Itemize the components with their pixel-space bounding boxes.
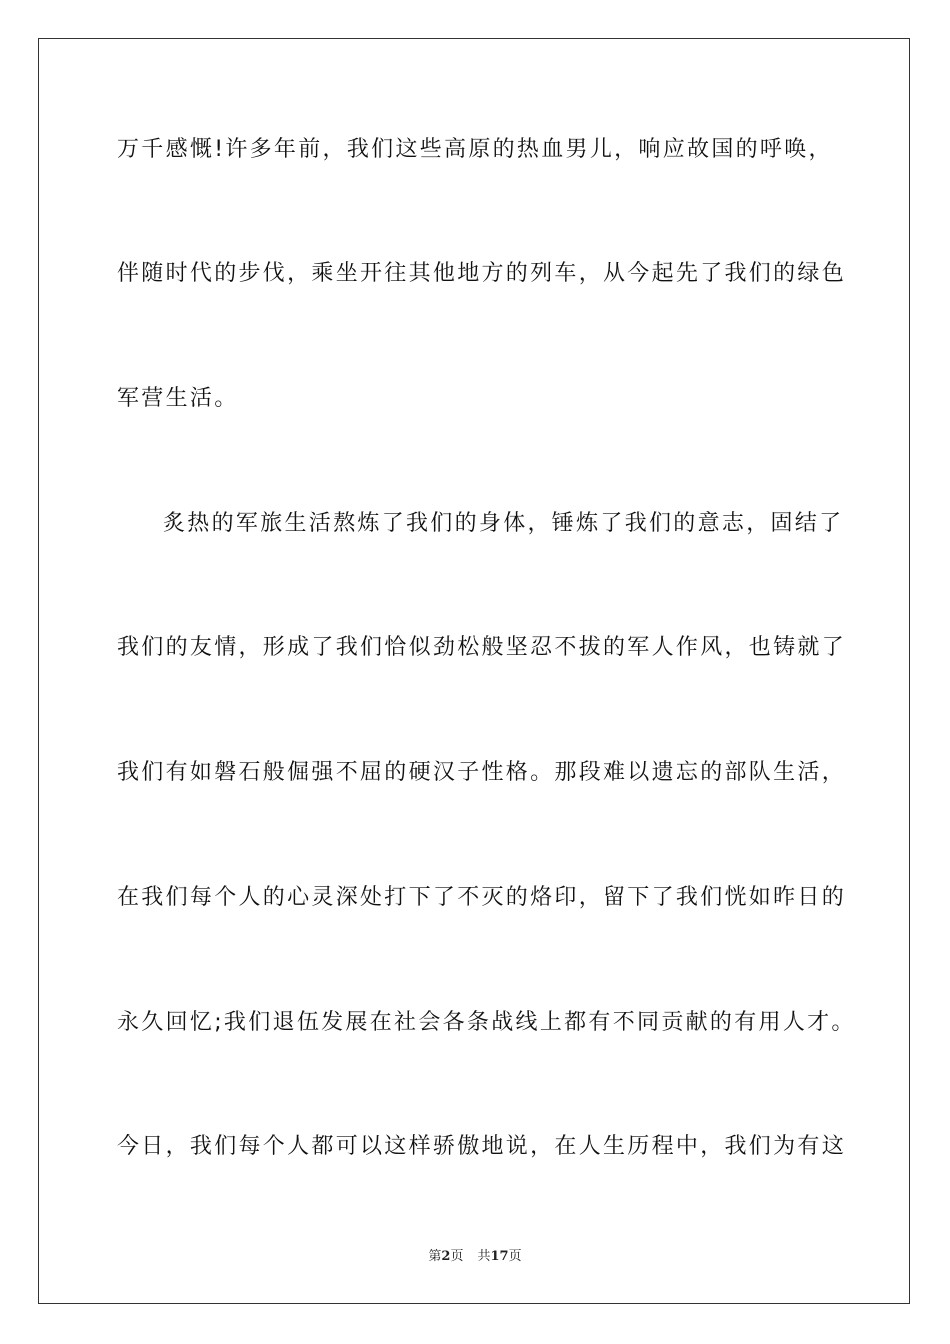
text-line-1: 万千感慨!许多年前，我们这些高原的热血男儿，响应故国的呼唤， (117, 137, 833, 162)
page-footer (0, 1248, 950, 1266)
footer-page-number: 2 (441, 1249, 451, 1264)
text-line-3: 军营生活。 (117, 386, 239, 411)
text-line-6: 我们有如磐石般倔强不屈的硬汉子性格。那段难以遗忘的部队生活， (117, 760, 847, 785)
footer-total-prefix: 共 (477, 1249, 491, 1264)
footer-page-suffix: 页 (450, 1249, 464, 1264)
footer-total-suffix: 页 (508, 1249, 522, 1264)
text-line-4: 炙热的军旅生活熬炼了我们的身体，锤炼了我们的意志，固结了 (163, 511, 844, 536)
footer-total-pages: 17 (490, 1249, 509, 1264)
text-line-2: 伴随时代的步伐，乘坐开往其他地方的列车，从今起先了我们的绿色 (117, 261, 847, 286)
text-line-9: 今日，我们每个人都可以这样骄傲地说，在人生历程中，我们为有这 (117, 1134, 847, 1159)
footer-page-prefix: 第 (428, 1249, 442, 1264)
text-line-8: 永久回忆;我们退伍发展在社会各条战线上都有不同贡献的有用人才。 (117, 1010, 856, 1035)
page-border (38, 38, 910, 1304)
text-line-5: 我们的友情，形成了我们恰似劲松般坚忍不拔的军人作风，也铸就了 (117, 635, 847, 660)
text-line-7: 在我们每个人的心灵深处打下了不灭的烙印，留下了我们恍如昨日的 (117, 885, 847, 910)
